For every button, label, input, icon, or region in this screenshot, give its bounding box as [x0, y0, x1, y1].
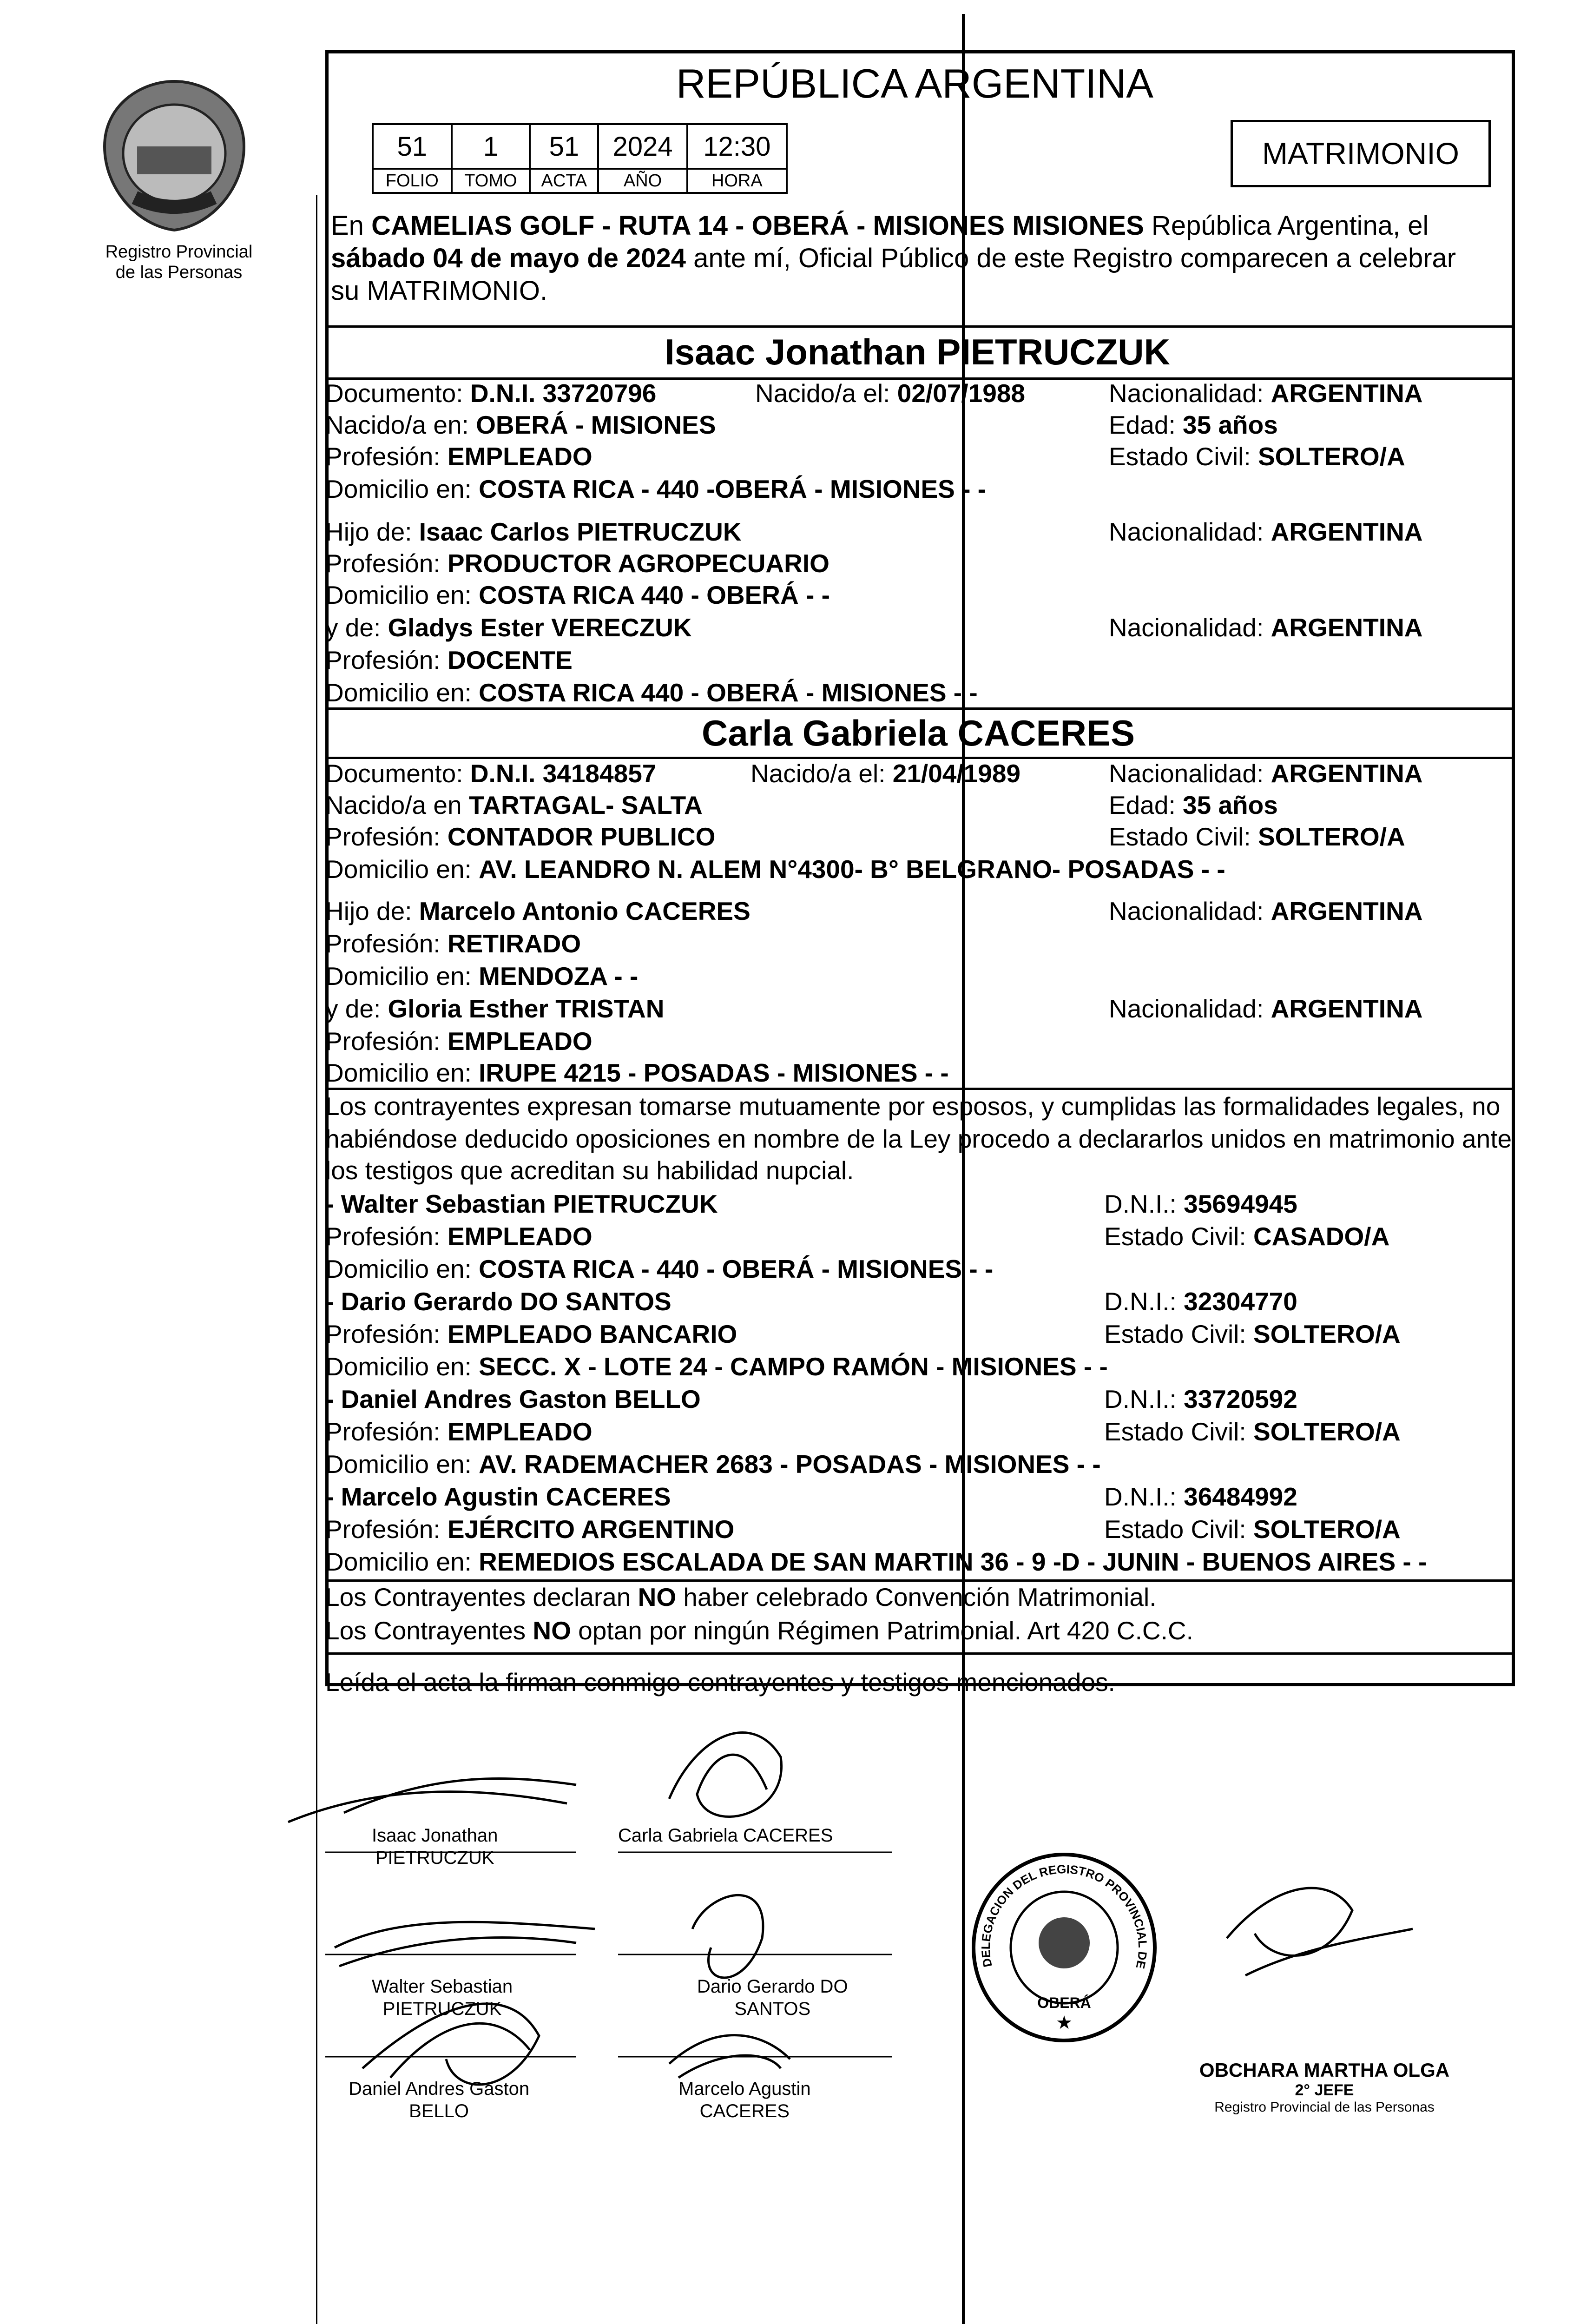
witness-3-name: - Daniel Andres Gaston BELLO	[325, 1385, 701, 1413]
hour-label: HORA	[687, 169, 787, 193]
witness-2-dni: D.N.I.: 32304770	[1104, 1287, 1297, 1316]
witness-1-profession: Profesión: EMPLEADO	[325, 1222, 592, 1251]
witness-4-name: - Marcelo Agustin CACERES	[325, 1482, 671, 1511]
official-org: Registro Provincial de las Personas	[1214, 2100, 1435, 2115]
witness-4-civil-status: Estado Civil: SOLTERO/A	[1104, 1515, 1401, 1544]
spouse2-mother-address: Domicilio en: IRUPE 4215 - POSADAS - MISIONES - -	[325, 1058, 949, 1087]
signature-label-isaac: Isaac Jonathan PIETRUCZUK	[372, 1825, 498, 1868]
spouse1-father: Hijo de: Isaac Carlos PIETRUCZUK	[325, 517, 742, 546]
witness-2-civil-status: Estado Civil: SOLTERO/A	[1104, 1320, 1401, 1348]
spouse2-father-profession: Profesión: RETIRADO	[325, 929, 581, 958]
divider	[325, 1088, 1515, 1090]
divider	[325, 325, 1515, 328]
declaration-line-1: Los contrayentes expresan tomarse mutuamente por esposos, y cumplidas las formalidades legales, no	[325, 1092, 1501, 1121]
acta-label: ACTA	[530, 169, 598, 193]
signature-label-walter: Walter Sebastian PIETRUCZUK	[372, 1976, 513, 2019]
registry-index-table	[372, 123, 788, 194]
spouse2-mother-profession: Profesión: EMPLEADO	[325, 1027, 592, 1056]
witness-2-profession: Profesión: EMPLEADO BANCARIO	[325, 1320, 737, 1348]
witness-1-name: - Walter Sebastian PIETRUCZUK	[325, 1189, 718, 1218]
spouse1-age: Edad: 35 años	[1109, 410, 1278, 439]
tomo-label: TOMO	[452, 169, 530, 193]
spouse1-document: Documento: D.N.I. 33720796	[325, 379, 657, 408]
witness-3-dni: D.N.I.: 33720592	[1104, 1385, 1297, 1413]
folio-value: 51	[373, 124, 452, 169]
spouse2-civil-status: Estado Civil: SOLTERO/A	[1109, 822, 1405, 851]
witness-1-dni: D.N.I.: 35694945	[1104, 1189, 1297, 1218]
spouse2-nationality: Nacionalidad: ARGENTINA	[1109, 759, 1423, 788]
official-signature-block	[1180, 2059, 1468, 2115]
spouse1-father-nationality: Nacionalidad: ARGENTINA	[1109, 517, 1423, 546]
spouse2-name: Carla Gabriela CACERES	[702, 713, 1135, 753]
witness-1-address: Domicilio en: COSTA RICA - 440 - OBERÁ - MISIONES - -	[325, 1254, 994, 1283]
spouse1-profession: Profesión: EMPLEADO	[325, 442, 592, 471]
convention-line-1: Los Contrayentes declaran NO haber celebrado Convención Matrimonial.	[325, 1583, 1157, 1611]
spouse1-mother-address: Domicilio en: COSTA RICA 440 - OBERÁ - MISIONES - -	[325, 678, 978, 707]
logo-caption: Registro Provincial de las Personas	[105, 242, 253, 282]
spouse1-mother-profession: Profesión: DOCENTE	[325, 646, 573, 674]
spouse1-birthplace: Nacido/a en: OBERÁ - MISIONES	[325, 410, 716, 439]
spouse1-name: Isaac Jonathan PIETRUCZUK	[665, 331, 1170, 372]
spouse1-mother: y de: Gladys Ester VERECZUK	[325, 613, 692, 642]
witness-2-address: Domicilio en: SECC. X - LOTE 24 - CAMPO RAMÓN - MISIONES - -	[325, 1352, 1108, 1381]
declaration-line-3: los testigos que acreditan su habilidad nupcial.	[325, 1156, 854, 1185]
convention-line-2: Los Contrayentes NO optan por ningún Régimen Patrimonial. Art 420 C.C.C.	[325, 1616, 1193, 1645]
record-type-box: MATRIMONIO	[1231, 120, 1491, 187]
stamp-center-text: OBERÁ	[1037, 1994, 1091, 2011]
witness-4-address: Domicilio en: REMEDIOS ESCALADA DE SAN MARTIN 36 - 9 -D - JUNIN - BUENOS AIRES - -	[325, 1547, 1427, 1576]
witness-4-profession: Profesión: EJÉRCITO ARGENTINO	[325, 1515, 735, 1544]
stamp-ring-path: DELEGACION DEL REGISTRO PROVINCIAL DE	[978, 1862, 1150, 1970]
spouse2-father-address: Domicilio en: MENDOZA - -	[325, 962, 639, 990]
spouse2-father-nationality: Nacionalidad: ARGENTINA	[1109, 897, 1423, 925]
spouse2-birthdate: Nacido/a el: 21/04/1989	[750, 759, 1021, 788]
intro-line-3: su MATRIMONIO.	[331, 276, 548, 306]
spouse1-address: Domicilio en: COSTA RICA - 440 -OBERÁ - MISIONES - -	[325, 475, 987, 503]
witness-2-name: - Dario Gerardo DO SANTOS	[325, 1287, 672, 1316]
signature-label-carla: Carla Gabriela CACERES	[618, 1825, 833, 1846]
closing-statement: Leída el acta la firman conmigo contrayentes y testigos mencionados.	[325, 1668, 1115, 1697]
hour-value: 12:30	[687, 124, 787, 169]
official-stamp	[967, 1850, 1162, 2045]
divider	[325, 707, 1515, 710]
spouse1-civil-status: Estado Civil: SOLTERO/A	[1109, 442, 1405, 471]
witness-4-dni: D.N.I.: 36484992	[1104, 1482, 1297, 1511]
declaration-line-2: habiéndose deducido oposiciones en nombre de la Ley procedo a declararlos unidos en matrimonio ante	[325, 1124, 1512, 1153]
stamp-star-icon: ★	[1056, 2012, 1073, 2034]
spouse2-birthplace: Nacido/a en TARTAGAL- SALTA	[325, 791, 703, 819]
intro-line-2: sábado 04 de mayo de 2024 ante mí, Oficial Público de este Registro comparecen a celebrar	[331, 243, 1456, 273]
spouse2-mother-nationality: Nacionalidad: ARGENTINA	[1109, 994, 1423, 1023]
official-name: OBCHARA MARTHA OLGA	[1199, 2059, 1450, 2081]
spouse2-father: Hijo de: Marcelo Antonio CACERES	[325, 897, 750, 925]
year-label: AÑO	[598, 169, 687, 193]
spouse1-father-profession: Profesión: PRODUCTOR AGROPECUARIO	[325, 549, 830, 578]
spouse1-mother-nationality: Nacionalidad: ARGENTINA	[1109, 613, 1423, 642]
spouse2-profession: Profesión: CONTADOR PUBLICO	[325, 822, 716, 851]
spouse1-birthdate: Nacido/a el: 02/07/1988	[755, 379, 1026, 408]
intro-line-1: En CAMELIAS GOLF - RUTA 14 - OBERÁ - MISIONES MISIONES República Argentina, el	[331, 211, 1429, 241]
witness-3-profession: Profesión: EMPLEADO	[325, 1417, 592, 1446]
spouse1-father-address: Domicilio en: COSTA RICA 440 - OBERÁ - -	[325, 581, 830, 609]
tomo-value: 1	[452, 124, 530, 169]
official-title: 2° JEFE	[1295, 2081, 1354, 2099]
folio-label: FOLIO	[373, 169, 452, 193]
signature-label-daniel: Daniel Andres Gaston BELLO	[349, 2079, 530, 2121]
spouse2-document: Documento: D.N.I. 34184857	[325, 759, 657, 788]
spouse1-nationality: Nacionalidad: ARGENTINA	[1109, 379, 1423, 408]
signature-label-marcelo: Marcelo Agustin CACERES	[678, 2079, 811, 2121]
spouse2-mother: y de: Gloria Esther TRISTAN	[325, 994, 665, 1023]
witness-1-civil-status: Estado Civil: CASADO/A	[1104, 1222, 1390, 1251]
signature-label-dario: Dario Gerardo DO SANTOS	[697, 1976, 848, 2019]
document-title: REPÚBLICA ARGENTINA	[676, 60, 1153, 106]
province-logo	[91, 77, 258, 235]
witness-3-civil-status: Estado Civil: SOLTERO/A	[1104, 1417, 1401, 1446]
divider	[325, 1652, 1515, 1655]
year-value: 2024	[598, 124, 687, 169]
spouse2-age: Edad: 35 años	[1109, 791, 1278, 819]
spouse2-address: Domicilio en: AV. LEANDRO N. ALEM N°4300- B° BELGRANO- POSADAS - -	[325, 855, 1225, 884]
acta-value: 51	[530, 124, 598, 169]
witness-3-address: Domicilio en: AV. RADEMACHER 2683 - POSADAS - MISIONES - -	[325, 1450, 1101, 1479]
